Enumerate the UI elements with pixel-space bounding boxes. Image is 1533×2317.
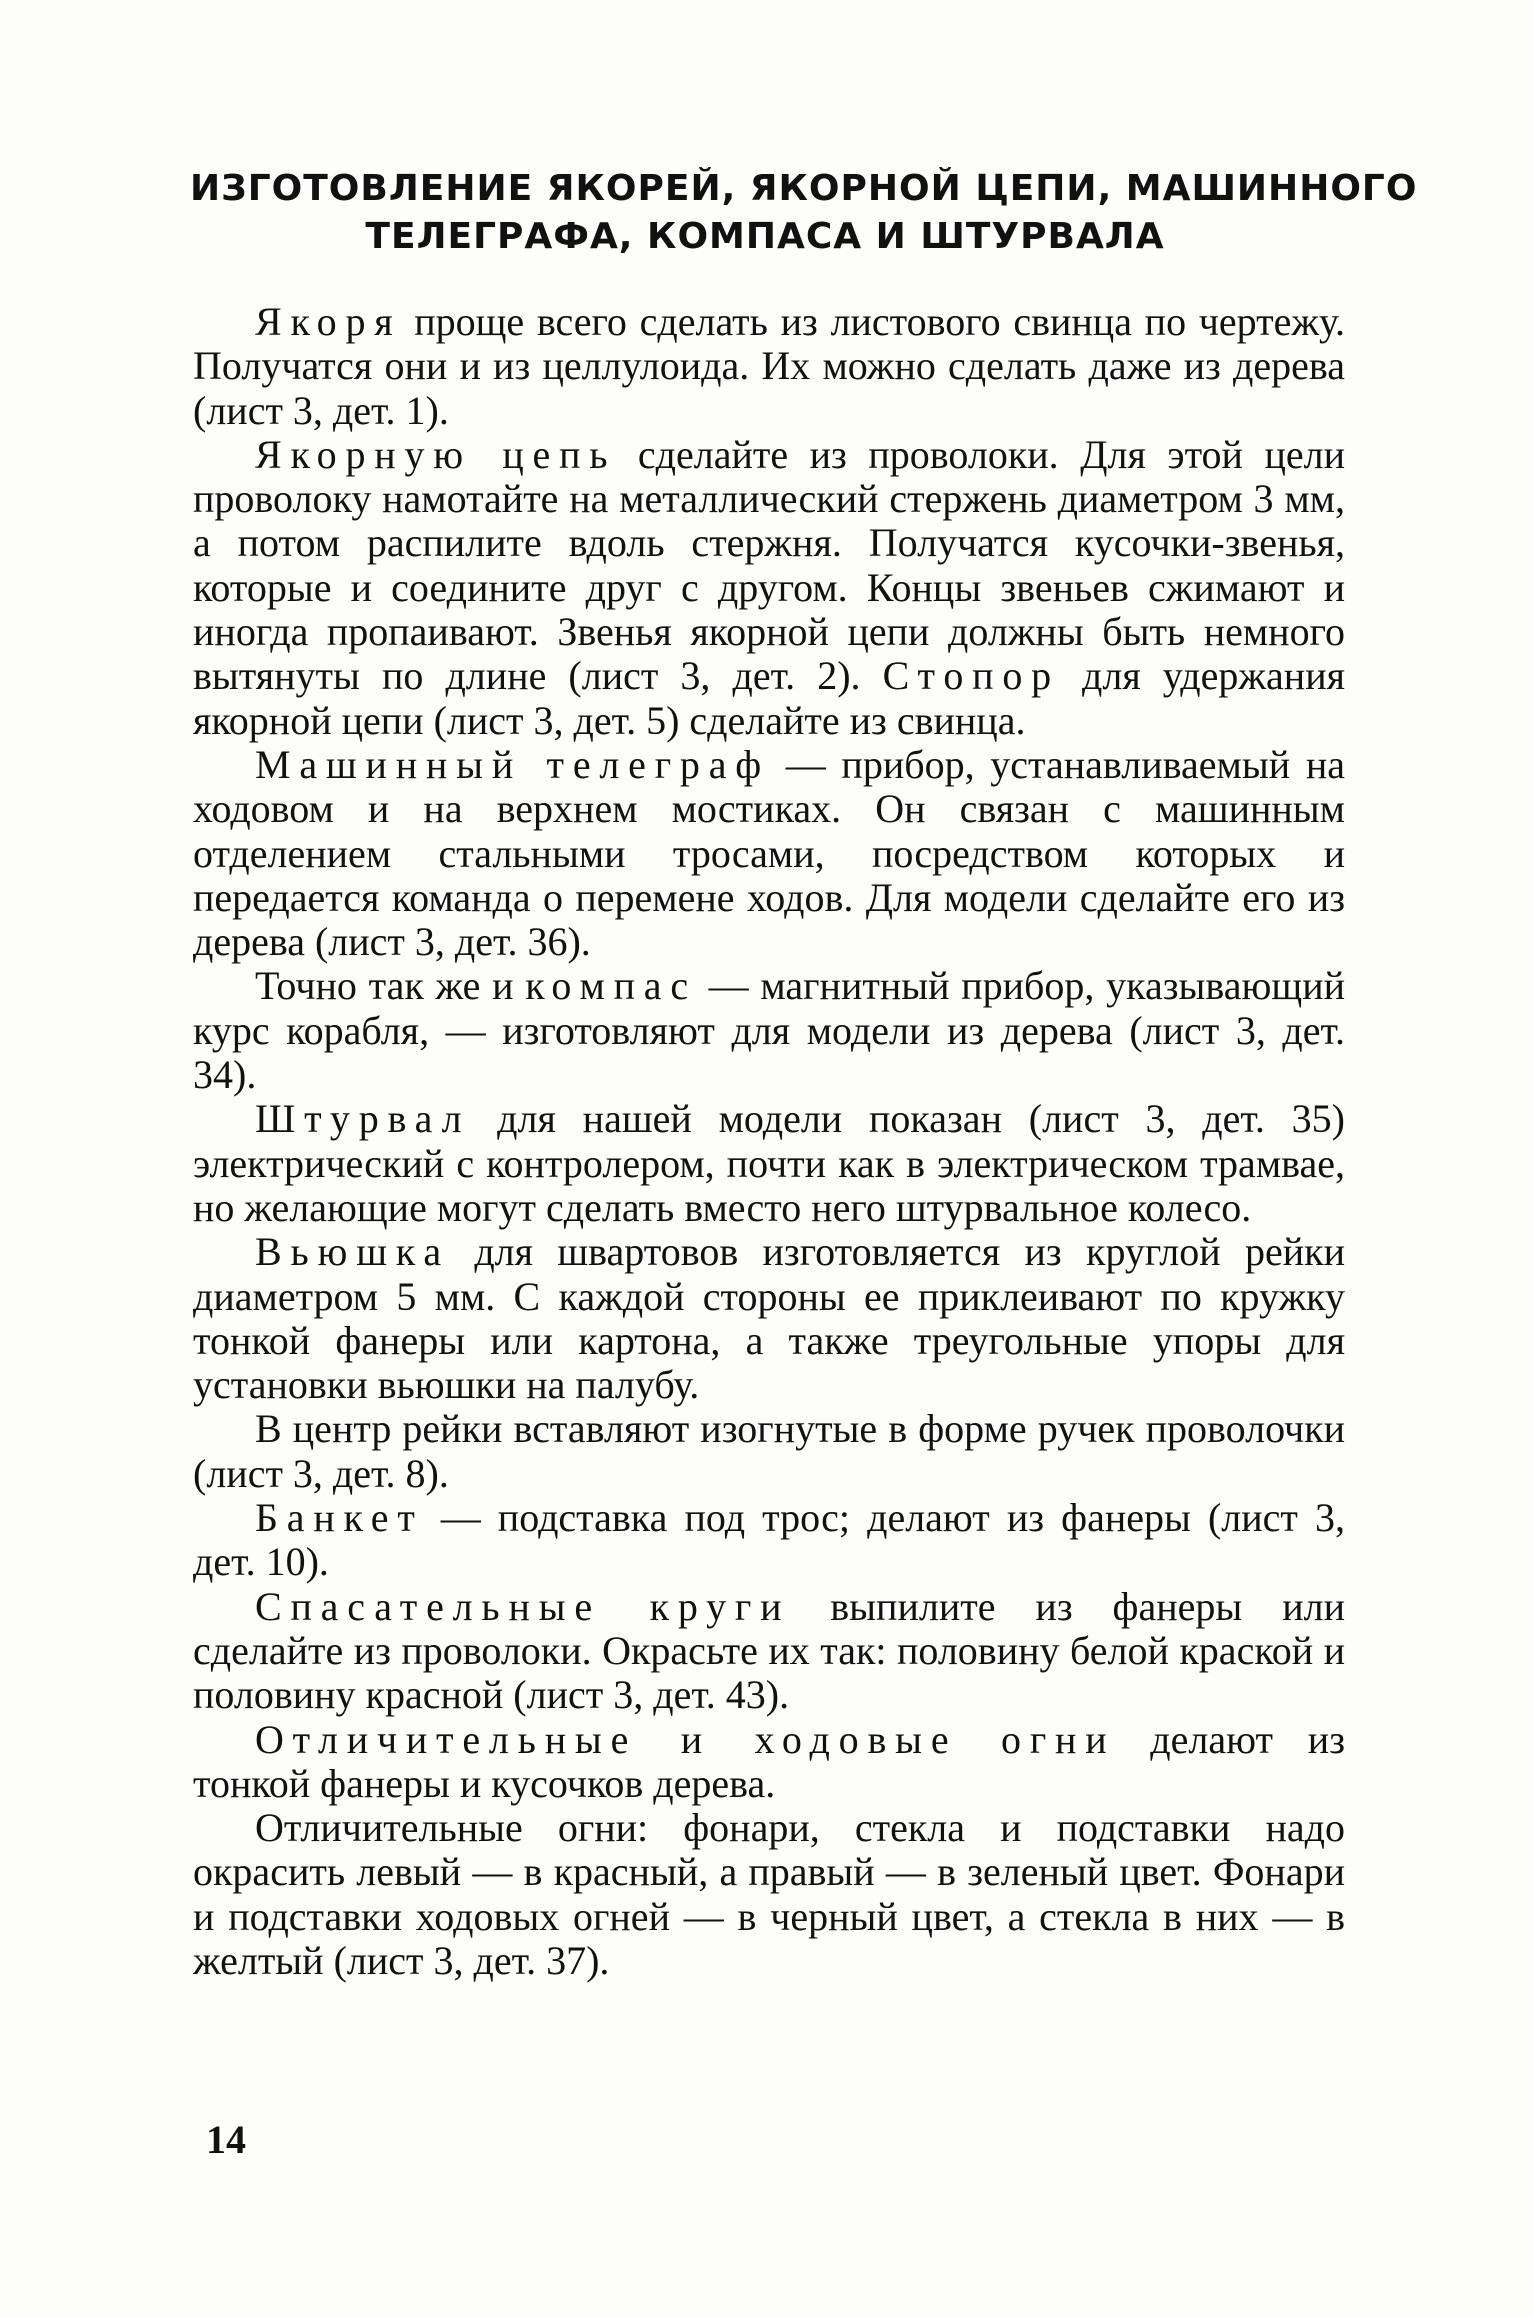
section-title-line-1: ИЗГОТОВЛЕНИЕ ЯКОРЕЙ, ЯКОРНОЙ ЦЕПИ, МАШИННОГО [190,168,1418,209]
paragraph-text: сделайте из проволоки. Для этой цели проволоку намотайте на металлический стержень диаметром 3 мм, а потом распилите вдоль стержня. Получатся кусочки-звенья, которые и соедините друг с другом. Концы звеньев сжимают и иногда пропаивают. Звенья якорной цепи должны быть немного вытянуты по длине (лист 3, дет. 2). [193,431,1345,699]
paragraph-text: — подставка под трос; делают из фанеры (лист 3, дет. 10). [193,1495,1345,1585]
paragraph-engine-telegraph [193,743,1345,964]
term-navigation-lights: Отличительные и ходовые огни [255,1716,1116,1762]
paragraph-text: — магнитный прибор, указывающий курс корабля, — изготовляют для модели из дерева (лист 3, дет. 34). [193,963,1345,1098]
term-compass: компас [525,963,697,1009]
paragraph-compass [193,964,1345,1097]
paragraph-anchors [193,300,1345,433]
paragraph-text: выпилите из фанеры или сделайте из проволоки. Окрасьте их так: половину белой краской и половину красной (лист 3, дет. 43). [193,1583,1345,1718]
section-title [190,165,1418,261]
paragraph-reel-handles [193,1407,1345,1496]
paragraph-navigation-lights [193,1718,1345,1807]
term-stopper: Стопор [882,653,1060,699]
paragraph-text: для удержания якорной цепи (лист 3, дет. 5) сделайте из свинца. [193,653,1345,743]
term-lifebuoys: Спасательные круги [255,1583,791,1629]
paragraph-lifebuoys [193,1585,1345,1718]
term-reel: Вьюшка [255,1229,450,1275]
paragraph-helm [193,1097,1345,1230]
term-banquette: Банкет [255,1495,424,1541]
body-text [193,300,1345,1983]
term-engine-telegraph: Машинный телеграф [255,741,770,787]
paragraph-text: делают из тонкой фанеры и кусочков дерева. [193,1716,1346,1806]
paragraph-text: В центр рейки вставляют изогнутые в форме ручек проволочки (лист 3, дет. 8). [193,1406,1345,1496]
term-anchors: Якоря [255,299,402,344]
section-title-line-2: ТЕЛЕГРАФА, КОМПАСА И ШТУРВАЛА [365,216,1165,257]
term-helm: Штурвал [255,1096,471,1142]
term-anchor-chain: Якорную цепь [255,431,617,477]
paragraph-banquette [193,1496,1345,1585]
paragraph-lead: Точно так же и [255,963,526,1009]
paragraph-text: — прибор, устанавливаемый на ходовом и на верхнем мостиках. Он связан с машинным отделением стальными тросами, посредством которых и передается команда о перемене ходов. Для модели сделайте его из дерева (лист 3, дет. 36). [193,741,1345,965]
paragraph-reel [193,1230,1345,1407]
paragraph-text: проще всего сделать из листового свинца по чертежу. Получатся они и из целлулоида. Их можно сделать даже из дерева (лист 3, дет. 1). [193,299,1345,433]
paragraph-anchor-chain [193,433,1345,743]
paragraph-text: Отличительные огни: фонари, стекла и подставки надо окрасить левый — в красный, а правый — в зеленый цвет. Фонари и подставки ходовых огней — в черный цвет, а стекла в них — в желтый (лист 3, дет. 37). [193,1805,1345,1983]
paragraph-text: для нашей модели показан (лист 3, дет. 35) электрический с контролером, почти как в электрическом трамвае, но желающие могут сделать вместо него штурвальное колесо. [193,1096,1345,1230]
paragraph-light-colors [193,1806,1345,1983]
page-number: 14 [206,2117,246,2162]
paragraph-text: для швартовов изготовляется из круглой рейки диаметром 5 мм. С каждой стороны ее приклеивают по кружку тонкой фанеры или картона, а также треугольные упоры для установки вьюшки на палубу. [193,1229,1345,1408]
